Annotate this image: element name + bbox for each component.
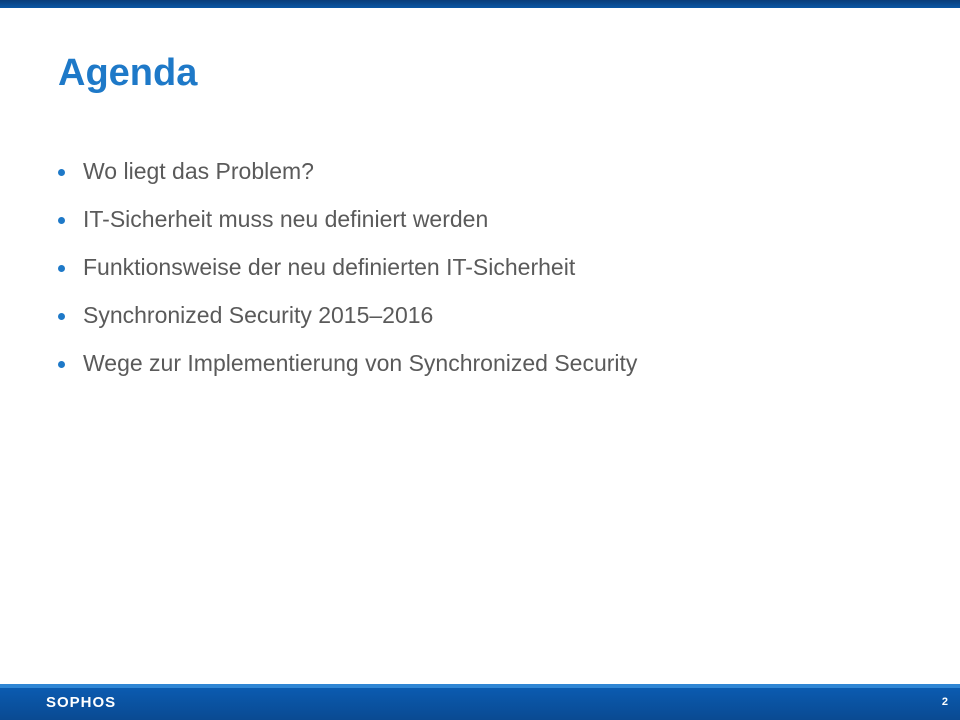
slide-title: Agenda <box>58 52 198 94</box>
top-bar <box>0 0 960 8</box>
list-item <box>58 300 637 348</box>
agenda-list <box>58 156 637 396</box>
list-item <box>58 204 637 252</box>
bullet-icon <box>58 169 65 176</box>
bullet-icon <box>58 265 65 272</box>
list-item <box>58 348 637 396</box>
bullet-icon <box>58 361 65 368</box>
agenda-item-text: Synchronized Security 2015–2016 <box>83 302 434 328</box>
list-item <box>58 156 637 204</box>
agenda-item-text: Funktionsweise der neu definierten IT-Sicherheit <box>83 254 576 280</box>
agenda-item-text: Wege zur Implementierung von Synchronized Security <box>83 350 638 376</box>
page-number: 2 <box>941 696 948 708</box>
agenda-item-text: Wo liegt das Problem? <box>83 158 314 184</box>
list-item <box>58 252 637 300</box>
footer-bar <box>0 688 960 720</box>
sophos-logo: SOPHOS <box>46 694 117 711</box>
agenda-item-text: IT-Sicherheit muss neu definiert werden <box>83 206 489 232</box>
bullet-icon <box>58 217 65 224</box>
bullet-icon <box>58 313 65 320</box>
